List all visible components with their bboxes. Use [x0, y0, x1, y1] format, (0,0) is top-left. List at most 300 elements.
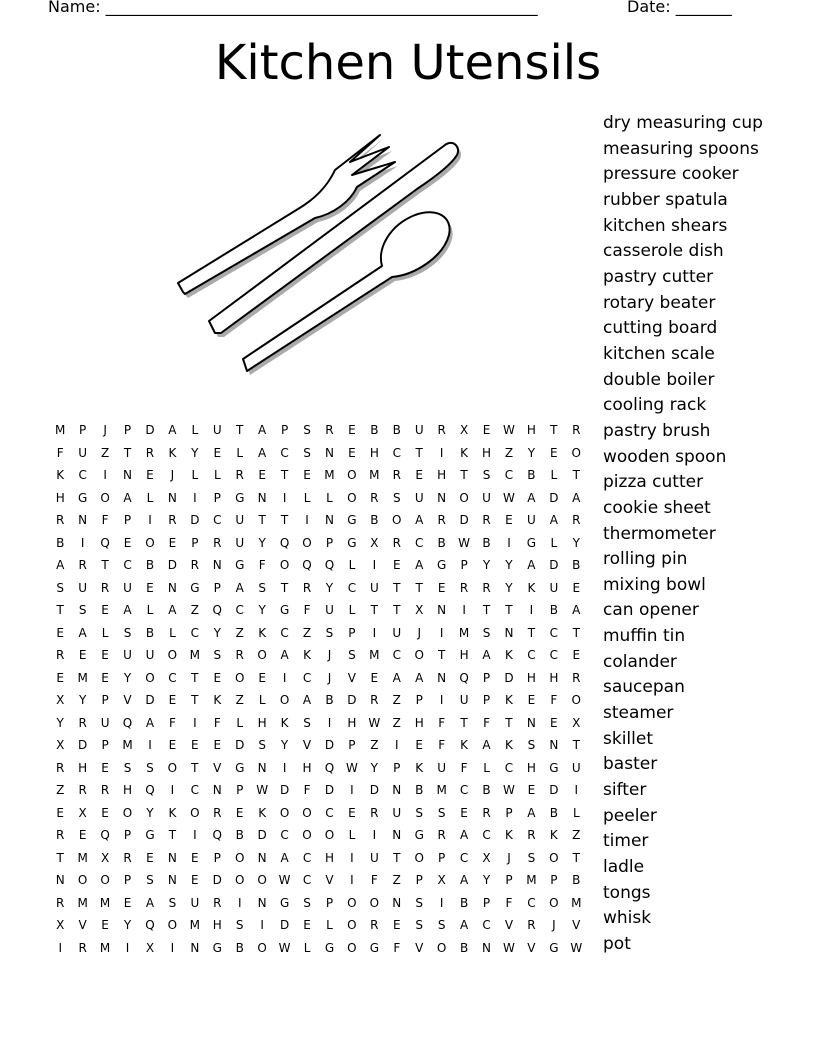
grid-letter[interactable]: Y	[123, 670, 132, 685]
grid-letter[interactable]: F	[101, 513, 109, 527]
grid-letter[interactable]: S	[392, 490, 401, 505]
grid-letter[interactable]: A	[78, 625, 87, 640]
grid-letter[interactable]: H	[482, 445, 492, 460]
grid-letter[interactable]: G	[235, 490, 245, 505]
grid-letter[interactable]: U	[369, 580, 379, 595]
grid-letter[interactable]: T	[168, 828, 177, 842]
grid-letter[interactable]: D	[549, 783, 559, 797]
grid-letter[interactable]: K	[258, 805, 267, 820]
grid-letter[interactable]: L	[348, 603, 356, 617]
grid-letter[interactable]: O	[167, 918, 178, 932]
grid-letter[interactable]: G	[549, 760, 559, 775]
grid-letter[interactable]: P	[213, 490, 221, 505]
grid-letter[interactable]: N	[212, 558, 222, 572]
grid-letter[interactable]: D	[235, 738, 245, 752]
grid-letter[interactable]: Y	[572, 535, 580, 550]
grid-letter[interactable]: T	[280, 580, 289, 595]
grid-letter[interactable]: L	[348, 828, 356, 842]
grid-letter[interactable]: S	[56, 580, 65, 595]
grid-letter[interactable]: O	[234, 873, 245, 887]
grid-letter[interactable]: I	[80, 535, 85, 550]
grid-letter[interactable]: R	[370, 918, 379, 932]
grid-letter[interactable]: G	[324, 940, 335, 955]
grid-letter[interactable]: T	[482, 603, 491, 617]
grid-letter[interactable]: K	[505, 738, 513, 752]
grid-letter[interactable]: D	[369, 783, 379, 797]
grid-letter[interactable]: L	[236, 715, 244, 730]
grid-letter[interactable]: I	[193, 490, 197, 505]
grid-letter[interactable]: C	[415, 535, 424, 550]
grid-letter[interactable]: W	[570, 940, 583, 955]
grid-letter[interactable]: W	[503, 940, 515, 955]
grid-letter[interactable]: T	[505, 603, 513, 617]
grid-letter[interactable]: E	[168, 738, 177, 752]
grid-letter[interactable]: A	[123, 603, 132, 617]
grid-letter[interactable]: E	[146, 580, 154, 595]
grid-letter[interactable]: K	[505, 648, 513, 662]
grid-letter[interactable]: B	[235, 940, 244, 955]
grid-letter[interactable]: A	[258, 423, 267, 437]
grid-letter[interactable]: R	[56, 760, 65, 775]
grid-letter[interactable]: U	[78, 445, 88, 460]
grid-letter[interactable]: L	[483, 760, 490, 775]
grid-letter[interactable]: Y	[325, 580, 334, 595]
grid-letter[interactable]: L	[348, 558, 356, 572]
grid-letter[interactable]: V	[347, 670, 357, 685]
grid-letter[interactable]: B	[325, 693, 334, 707]
grid-letter[interactable]: R	[145, 445, 155, 460]
grid-letter[interactable]: A	[459, 828, 469, 842]
grid-letter[interactable]: D	[279, 783, 290, 797]
grid-letter[interactable]: L	[550, 535, 558, 550]
grid-letter[interactable]: H	[526, 760, 536, 775]
grid-letter[interactable]: N	[257, 850, 267, 865]
grid-letter[interactable]: G	[369, 940, 379, 955]
grid-letter[interactable]: V	[415, 940, 424, 955]
grid-letter[interactable]: T	[393, 603, 401, 617]
grid-letter[interactable]: C	[213, 513, 222, 527]
grid-letter[interactable]: I	[237, 895, 242, 910]
grid-letter[interactable]: I	[148, 738, 152, 752]
grid-letter[interactable]: Q	[324, 558, 335, 572]
grid-letter[interactable]: O	[234, 850, 245, 865]
grid-letter[interactable]: K	[303, 648, 311, 662]
grid-letter[interactable]: O	[167, 648, 178, 662]
grid-letter[interactable]: A	[145, 715, 155, 730]
grid-letter[interactable]: D	[549, 558, 559, 572]
grid-letter[interactable]: T	[280, 513, 289, 527]
grid-letter[interactable]: U	[145, 648, 155, 662]
grid-letter[interactable]: H	[414, 715, 424, 730]
grid-letter[interactable]: S	[527, 850, 536, 865]
grid-letter[interactable]: P	[438, 850, 446, 865]
grid-letter[interactable]: J	[327, 670, 332, 685]
grid-letter[interactable]: S	[123, 625, 132, 640]
grid-letter[interactable]: C	[302, 670, 312, 685]
grid-letter[interactable]: Y	[258, 535, 266, 550]
grid-letter[interactable]: E	[527, 693, 536, 707]
grid-letter[interactable]: R	[190, 558, 200, 572]
grid-letter[interactable]: Y	[505, 558, 513, 572]
grid-letter[interactable]: O	[77, 873, 88, 887]
grid-letter[interactable]: I	[193, 828, 197, 842]
grid-letter[interactable]: R	[100, 783, 110, 797]
grid-letter[interactable]: B	[549, 805, 558, 820]
grid-letter[interactable]: R	[370, 805, 379, 820]
grid-letter[interactable]: C	[78, 468, 87, 482]
grid-letter[interactable]: B	[549, 603, 558, 617]
grid-letter[interactable]: Y	[482, 558, 491, 572]
grid-letter[interactable]: B	[56, 535, 65, 550]
grid-letter[interactable]: O	[436, 940, 447, 955]
grid-letter[interactable]: R	[56, 828, 65, 842]
grid-letter[interactable]: O	[347, 490, 357, 505]
grid-letter[interactable]: I	[282, 760, 287, 775]
grid-letter[interactable]: S	[146, 760, 154, 775]
grid-letter[interactable]: V	[78, 918, 87, 932]
grid-letter[interactable]: I	[372, 828, 377, 842]
grid-letter[interactable]: R	[482, 805, 491, 820]
grid-letter[interactable]: I	[529, 603, 534, 617]
grid-letter[interactable]: I	[350, 783, 354, 797]
grid-letter[interactable]: I	[282, 490, 287, 505]
grid-letter[interactable]: K	[505, 693, 513, 707]
grid-letter[interactable]: Q	[459, 670, 469, 685]
grid-letter[interactable]: I	[282, 670, 287, 685]
grid-letter[interactable]: A	[572, 490, 581, 505]
grid-letter[interactable]: C	[459, 783, 469, 797]
grid-letter[interactable]: I	[350, 873, 354, 887]
grid-letter[interactable]: A	[280, 648, 289, 662]
grid-letter[interactable]: V	[527, 940, 536, 955]
grid-letter[interactable]: C	[280, 828, 289, 842]
grid-letter[interactable]: Y	[123, 918, 132, 932]
grid-letter[interactable]: O	[459, 490, 469, 505]
grid-letter[interactable]: Z	[235, 693, 244, 707]
grid-letter[interactable]: T	[572, 850, 580, 865]
grid-letter[interactable]: L	[236, 445, 244, 460]
grid-letter[interactable]: N	[392, 828, 402, 842]
grid-letter[interactable]: P	[482, 895, 491, 910]
grid-letter[interactable]: Y	[56, 715, 64, 730]
grid-letter[interactable]: U	[414, 423, 424, 437]
grid-letter[interactable]: C	[302, 850, 312, 865]
grid-letter[interactable]: E	[437, 580, 446, 595]
grid-letter[interactable]: E	[258, 670, 266, 685]
grid-letter[interactable]: O	[279, 693, 290, 707]
grid-letter[interactable]: X	[145, 940, 155, 955]
grid-letter[interactable]: A	[527, 490, 536, 505]
grid-letter[interactable]: S	[146, 873, 154, 887]
grid-letter[interactable]: S	[415, 895, 424, 910]
grid-letter[interactable]: O	[324, 828, 335, 842]
grid-letter[interactable]: D	[145, 423, 155, 437]
grid-letter[interactable]: T	[191, 760, 199, 775]
grid-letter[interactable]: A	[168, 423, 177, 437]
grid-letter[interactable]: I	[193, 715, 197, 730]
grid-letter[interactable]: A	[123, 490, 132, 505]
grid-letter[interactable]: R	[235, 648, 244, 662]
grid-letter[interactable]: R	[78, 558, 87, 572]
grid-letter[interactable]: X	[437, 873, 446, 887]
grid-letter[interactable]: X	[572, 715, 581, 730]
grid-letter[interactable]: J	[417, 625, 421, 640]
grid-letter[interactable]: P	[482, 693, 491, 707]
grid-letter[interactable]: T	[191, 670, 199, 685]
grid-letter[interactable]: G	[549, 940, 559, 955]
grid-letter[interactable]: A	[168, 603, 177, 617]
grid-letter[interactable]: R	[572, 670, 581, 685]
grid-letter[interactable]: N	[78, 513, 88, 527]
grid-letter[interactable]: O	[257, 873, 267, 887]
grid-letter[interactable]: M	[77, 850, 88, 865]
grid-letter[interactable]: I	[462, 603, 466, 617]
grid-letter[interactable]: O	[392, 513, 402, 527]
grid-letter[interactable]: N	[212, 783, 222, 797]
grid-letter[interactable]: E	[415, 468, 424, 482]
grid-letter[interactable]: B	[459, 940, 469, 955]
grid-letter[interactable]: O	[167, 760, 178, 775]
grid-letter[interactable]: W	[278, 940, 291, 955]
grid-letter[interactable]: M	[571, 895, 582, 910]
grid-letter[interactable]: D	[279, 918, 290, 932]
grid-letter[interactable]: A	[145, 895, 155, 910]
grid-letter[interactable]: M	[526, 873, 537, 887]
grid-letter[interactable]: M	[436, 783, 447, 797]
grid-letter[interactable]: P	[213, 850, 221, 865]
grid-letter[interactable]: V	[504, 918, 514, 932]
grid-letter[interactable]: N	[190, 940, 200, 955]
grid-letter[interactable]: M	[369, 468, 380, 482]
grid-letter[interactable]: O	[257, 940, 267, 955]
grid-letter[interactable]: E	[505, 513, 513, 527]
grid-letter[interactable]: D	[145, 693, 155, 707]
grid-letter[interactable]: K	[460, 445, 469, 460]
grid-letter[interactable]: E	[213, 738, 222, 752]
grid-letter[interactable]: W	[278, 873, 291, 887]
grid-letter[interactable]: I	[170, 940, 175, 955]
grid-letter[interactable]: T	[101, 558, 109, 572]
grid-letter[interactable]: R	[572, 423, 581, 437]
grid-letter[interactable]: K	[460, 738, 469, 752]
grid-letter[interactable]: K	[527, 580, 536, 595]
grid-letter[interactable]: A	[482, 738, 491, 752]
grid-letter[interactable]: C	[168, 670, 177, 685]
grid-letter[interactable]: M	[99, 895, 111, 910]
grid-letter[interactable]: O	[145, 535, 155, 550]
grid-letter[interactable]: R	[370, 490, 379, 505]
grid-letter[interactable]: Z	[370, 738, 379, 752]
grid-letter[interactable]: X	[415, 603, 424, 617]
grid-letter[interactable]: P	[191, 535, 199, 550]
grid-letter[interactable]: A	[527, 805, 536, 820]
grid-letter[interactable]: I	[372, 558, 377, 572]
grid-letter[interactable]: L	[146, 603, 154, 617]
grid-letter[interactable]: Z	[392, 715, 401, 730]
grid-letter[interactable]: M	[189, 648, 201, 662]
grid-letter[interactable]: C	[527, 648, 536, 662]
grid-letter[interactable]: N	[257, 760, 267, 775]
grid-letter[interactable]: S	[437, 805, 446, 820]
grid-letter[interactable]: I	[372, 625, 377, 640]
grid-letter[interactable]: D	[78, 738, 88, 752]
grid-letter[interactable]: R	[78, 783, 87, 797]
grid-letter[interactable]: O	[571, 445, 581, 460]
grid-letter[interactable]: P	[325, 535, 334, 550]
grid-letter[interactable]: U	[369, 850, 379, 865]
grid-letter[interactable]: E	[258, 468, 266, 482]
grid-letter[interactable]: E	[482, 423, 491, 437]
grid-letter[interactable]: H	[526, 670, 536, 685]
grid-letter[interactable]: T	[437, 648, 446, 662]
grid-letter[interactable]: W	[503, 783, 515, 797]
grid-letter[interactable]: I	[507, 535, 511, 550]
grid-letter[interactable]: I	[439, 693, 444, 707]
grid-letter[interactable]: E	[415, 738, 424, 752]
name-field[interactable]: Name: ______________________________________________________	[48, 0, 538, 16]
grid-letter[interactable]: P	[415, 873, 423, 887]
grid-letter[interactable]: K	[549, 828, 558, 842]
grid-letter[interactable]: Q	[145, 783, 155, 797]
grid-letter[interactable]: R	[123, 850, 132, 865]
grid-letter[interactable]: A	[302, 693, 312, 707]
grid-letter[interactable]: S	[303, 895, 311, 910]
grid-letter[interactable]: C	[280, 625, 289, 640]
grid-letter[interactable]: U	[459, 693, 469, 707]
grid-letter[interactable]: C	[459, 850, 469, 865]
grid-letter[interactable]: O	[302, 805, 312, 820]
grid-letter[interactable]: W	[503, 490, 515, 505]
grid-letter[interactable]: O	[257, 648, 267, 662]
grid-letter[interactable]: T	[527, 625, 536, 640]
grid-letter[interactable]: T	[56, 603, 64, 617]
grid-letter[interactable]: P	[236, 783, 244, 797]
grid-letter[interactable]: W	[458, 535, 471, 550]
grid-letter[interactable]: N	[324, 513, 334, 527]
grid-letter[interactable]: T	[123, 445, 132, 460]
grid-letter[interactable]: Y	[482, 873, 491, 887]
grid-letter[interactable]: N	[324, 445, 334, 460]
grid-letter[interactable]: R	[482, 580, 491, 595]
grid-letter[interactable]: G	[279, 895, 290, 910]
grid-letter[interactable]: E	[191, 873, 199, 887]
grid-letter[interactable]: N	[482, 940, 492, 955]
grid-letter[interactable]: E	[191, 850, 199, 865]
grid-letter[interactable]: A	[549, 513, 558, 527]
grid-letter[interactable]: F	[483, 715, 490, 730]
grid-letter[interactable]: T	[572, 738, 580, 752]
grid-letter[interactable]: T	[56, 850, 64, 865]
grid-letter[interactable]: E	[56, 625, 65, 640]
grid-letter[interactable]: A	[280, 850, 289, 865]
grid-letter[interactable]: D	[167, 558, 178, 572]
grid-letter[interactable]: E	[550, 445, 558, 460]
grid-letter[interactable]: N	[392, 895, 402, 910]
grid-letter[interactable]: S	[303, 715, 311, 730]
grid-letter[interactable]: Y	[280, 738, 289, 752]
grid-letter[interactable]: Y	[146, 805, 154, 820]
grid-letter[interactable]: E	[213, 445, 222, 460]
grid-letter[interactable]: R	[392, 535, 401, 550]
grid-letter[interactable]: C	[190, 783, 200, 797]
grid-letter[interactable]: T	[370, 603, 379, 617]
grid-letter[interactable]: J	[507, 850, 511, 865]
grid-letter[interactable]: S	[415, 805, 424, 820]
grid-letter[interactable]: P	[505, 873, 513, 887]
grid-letter[interactable]: H	[55, 490, 65, 505]
grid-letter[interactable]: R	[213, 805, 222, 820]
grid-letter[interactable]: Z	[190, 603, 199, 617]
grid-letter[interactable]: M	[369, 648, 380, 662]
grid-letter[interactable]: G	[347, 513, 357, 527]
grid-letter[interactable]: P	[213, 580, 221, 595]
grid-letter[interactable]: P	[101, 738, 109, 752]
grid-letter[interactable]: I	[439, 895, 444, 910]
grid-letter[interactable]: K	[280, 715, 289, 730]
grid-letter[interactable]: C	[392, 445, 401, 460]
grid-letter[interactable]: B	[572, 873, 581, 887]
grid-letter[interactable]: E	[527, 783, 536, 797]
grid-letter[interactable]: Y	[370, 760, 379, 775]
grid-letter[interactable]: W	[256, 783, 269, 797]
grid-letter[interactable]: A	[527, 558, 536, 572]
grid-letter[interactable]: E	[146, 850, 154, 865]
grid-letter[interactable]: O	[100, 490, 110, 505]
grid-letter[interactable]: E	[101, 918, 109, 932]
grid-letter[interactable]: N	[167, 490, 177, 505]
grid-letter[interactable]: E	[123, 535, 132, 550]
grid-letter[interactable]: R	[392, 468, 401, 482]
grid-letter[interactable]: G	[235, 558, 245, 572]
grid-letter[interactable]: U	[437, 760, 447, 775]
grid-letter[interactable]: E	[460, 805, 468, 820]
grid-letter[interactable]: H	[78, 760, 88, 775]
grid-letter[interactable]: E	[348, 445, 356, 460]
grid-letter[interactable]: L	[146, 490, 154, 505]
grid-letter[interactable]: E	[146, 468, 154, 482]
grid-letter[interactable]: J	[327, 648, 332, 662]
grid-letter[interactable]: V	[302, 738, 312, 752]
grid-letter[interactable]: T	[572, 625, 580, 640]
grid-letter[interactable]: N	[437, 670, 447, 685]
grid-letter[interactable]: P	[505, 805, 513, 820]
grid-letter[interactable]: R	[437, 423, 446, 437]
grid-letter[interactable]: U	[571, 760, 581, 775]
grid-letter[interactable]: E	[101, 603, 109, 617]
grid-letter[interactable]: D	[324, 783, 335, 797]
grid-letter[interactable]: D	[347, 693, 357, 707]
grid-letter[interactable]: O	[122, 805, 133, 820]
grid-letter[interactable]: N	[437, 490, 447, 505]
grid-letter[interactable]: T	[415, 445, 423, 460]
grid-letter[interactable]: A	[56, 558, 65, 572]
grid-letter[interactable]: O	[302, 535, 312, 550]
grid-letter[interactable]: R	[572, 513, 581, 527]
grid-letter[interactable]: K	[168, 805, 177, 820]
grid-letter[interactable]: C	[482, 828, 491, 842]
grid-letter[interactable]: P	[460, 558, 468, 572]
grid-letter[interactable]: C	[504, 760, 514, 775]
grid-letter[interactable]: X	[100, 850, 110, 865]
grid-letter[interactable]: M	[77, 895, 88, 910]
grid-letter[interactable]: P	[482, 670, 491, 685]
grid-letter[interactable]: V	[123, 693, 132, 707]
grid-letter[interactable]: B	[459, 895, 469, 910]
grid-letter[interactable]: W	[345, 760, 358, 775]
grid-letter[interactable]: U	[392, 625, 402, 640]
grid-letter[interactable]: C	[302, 873, 312, 887]
grid-letter[interactable]: E	[303, 918, 311, 932]
